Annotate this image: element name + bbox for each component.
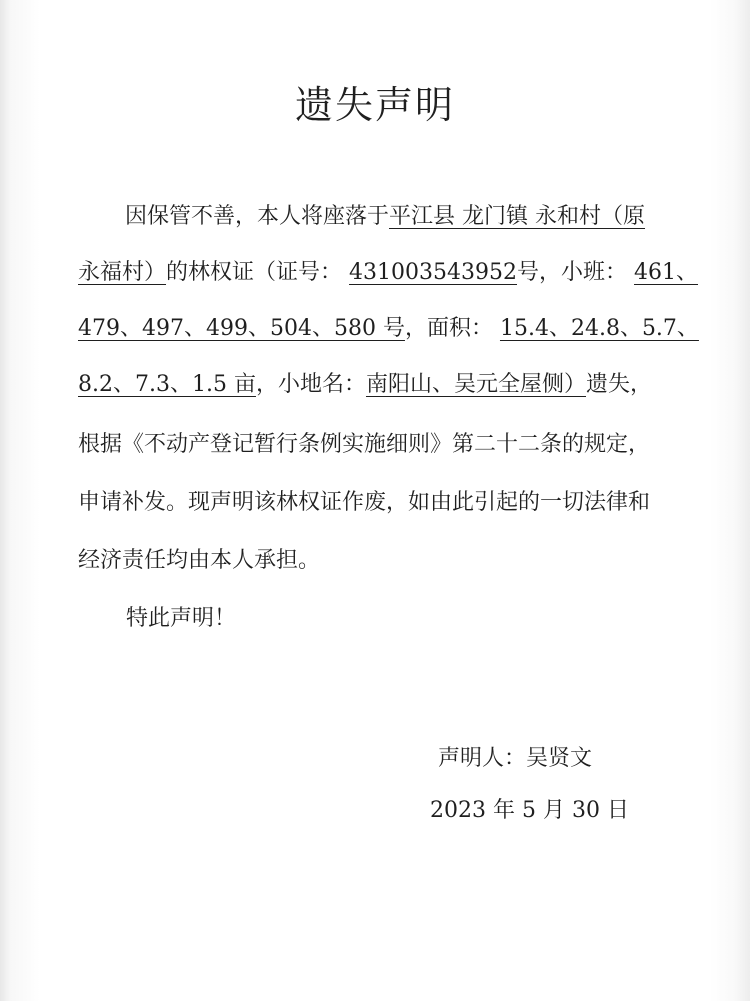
body-line-3	[78, 314, 699, 344]
text: 遗失，	[586, 372, 653, 397]
subcompartment-numbers: 461、	[634, 260, 699, 285]
text: ，面积：	[404, 316, 493, 341]
text: 因保管不善，本人将座落于	[125, 204, 390, 229]
declarant-name: 吴贤文	[526, 746, 593, 771]
body-line-5: 根据《不动产登记暂行条例实施细则》第二十二条的规定，	[78, 432, 651, 457]
declaration-date: 2023 年 5 月 30 日	[430, 798, 629, 823]
certificate-number: 431003543952	[349, 260, 517, 285]
body-line-7: 经济责任均由本人承担。	[78, 548, 321, 573]
area-values: 15.4、24.8、5.7、	[499, 316, 699, 341]
declarant-label: 声明人：	[438, 746, 527, 771]
text: 号，小班：	[517, 260, 628, 285]
body-line-1	[125, 202, 645, 232]
closing-statement: 特此声明！	[126, 606, 237, 631]
text: ，小地名：	[255, 372, 366, 397]
place-name: 南阳山、吴元全屋侧）	[365, 372, 586, 397]
declarant	[438, 744, 592, 774]
area-values-cont: 8.2、7.3、1.5 亩	[78, 372, 256, 397]
body-line-6: 申请补发。现声明该林权证作废，如由此引起的一切法律和	[78, 490, 651, 515]
subcompartment-numbers-cont: 479、497、499、504、580 号	[78, 316, 405, 341]
body-line-2	[78, 258, 698, 288]
body-line-4	[78, 370, 652, 400]
text: 的林权证（证号：	[166, 260, 343, 285]
document-title: 遗失声明	[294, 83, 455, 127]
location-text-cont: 永福村）	[78, 260, 167, 285]
location-text: 平江县 龙门镇 永和村（原	[389, 204, 646, 229]
